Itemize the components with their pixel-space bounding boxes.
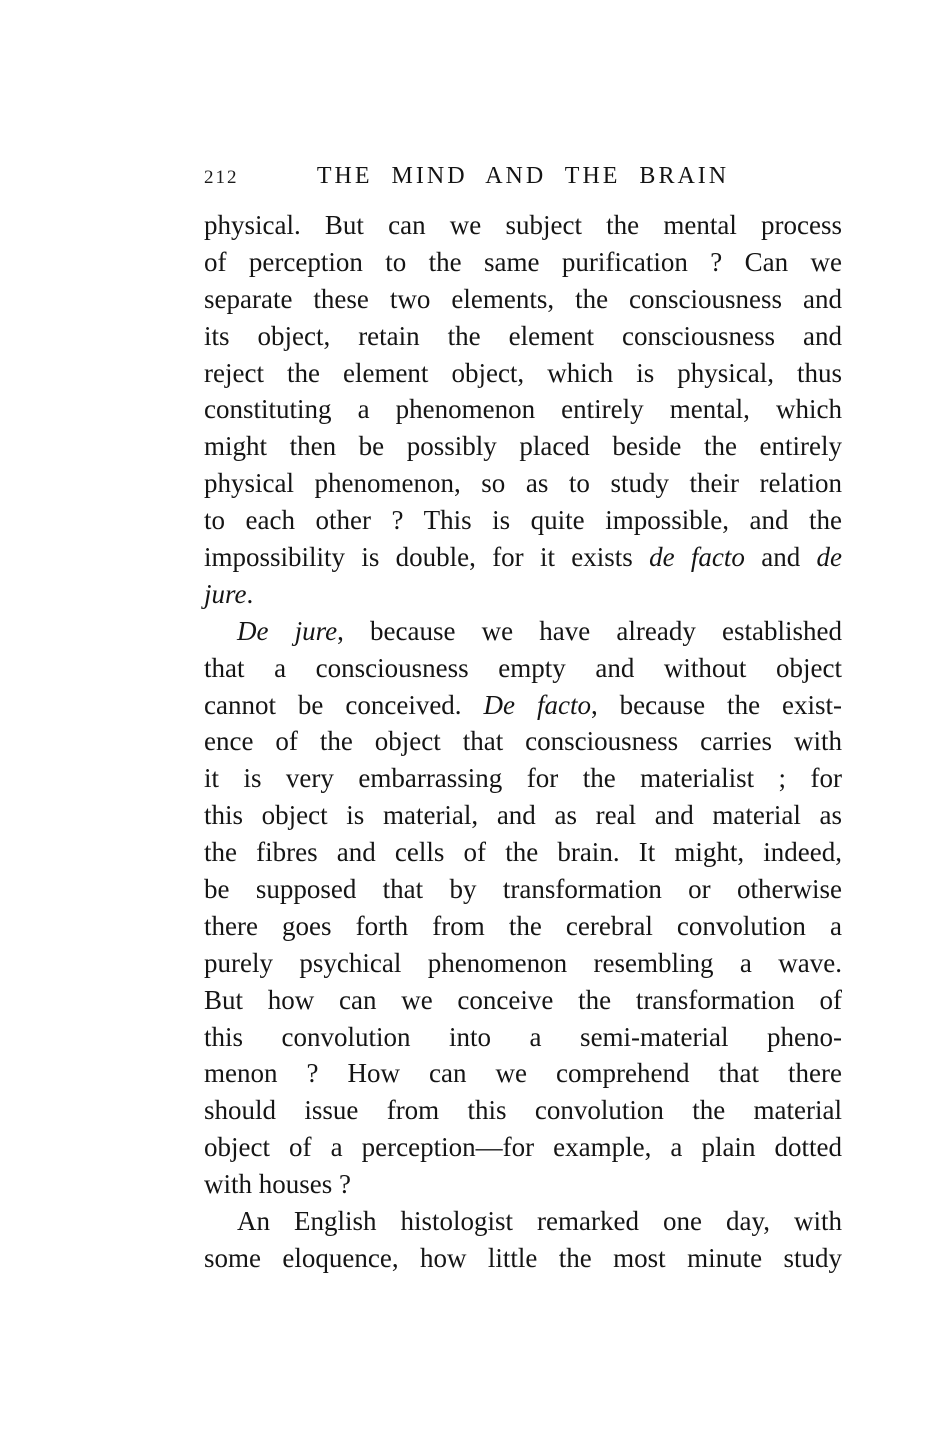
page-number: 212 (204, 167, 239, 188)
text-segment: But how can we conceive the transformation of (204, 984, 842, 1015)
text-line (204, 687, 842, 724)
running-title: THE MIND AND THE BRAIN (316, 163, 730, 189)
text-segment: should issue from this convolution the material (204, 1095, 842, 1126)
text-segment: An English histologist remarked one day, with (237, 1206, 842, 1237)
text-segment: impossibility is double, for it exists (204, 542, 650, 573)
text-line (204, 539, 842, 576)
text-segment: the fibres and cells of the brain. It might, indeed, (204, 837, 842, 868)
text-line (204, 207, 842, 244)
text-line (204, 982, 842, 1019)
text-line (204, 1166, 842, 1203)
text-segment: physical. But can we subject the mental process (204, 210, 842, 240)
text-segment: cannot be conceived. (204, 689, 484, 720)
text-line (204, 1055, 842, 1092)
text-line (204, 428, 842, 465)
text-segment: and (744, 542, 817, 573)
italic-text-segment: De jure (237, 615, 338, 646)
text-line (204, 576, 842, 613)
text-line (204, 797, 842, 834)
text-segment: with houses ? (204, 1169, 351, 1200)
text-segment: , because the exist- (590, 689, 842, 720)
text-line (204, 945, 842, 982)
text-line (204, 834, 842, 871)
text-line (204, 650, 842, 687)
text-segment: reject the element object, which is physical, thus (204, 357, 842, 388)
text-segment: some eloquence, how little the most minute study (204, 1242, 842, 1273)
text-line (204, 502, 842, 539)
text-line (204, 1240, 842, 1277)
text-segment: menon ? How can we comprehend that there (204, 1058, 842, 1089)
text-line (204, 465, 842, 502)
italic-text-segment: de (816, 542, 842, 573)
text-segment: constituting a phenomenon entirely mental, which (204, 394, 842, 425)
text-line (204, 1203, 842, 1240)
text-line (204, 318, 842, 355)
text-segment: that a consciousness empty and without object (204, 652, 842, 683)
text-line (204, 1129, 842, 1166)
text-segment: it is very embarrassing for the materialist ; for (204, 763, 842, 794)
italic-text-segment: jure (204, 578, 247, 609)
text-line (204, 613, 842, 650)
text-segment: ence of the object that consciousness carries with (204, 726, 842, 757)
text-segment: object of a perception—for example, a plain dotted (204, 1132, 842, 1163)
text-segment: be supposed that by transformation or otherwise (204, 874, 842, 905)
text-segment: there goes forth from the cerebral convolution a (204, 910, 842, 941)
italic-text-segment: de facto (649, 542, 745, 573)
text-segment: . (246, 578, 254, 609)
text-segment: physical phenomenon, so as to study their relation (204, 468, 842, 499)
text-segment: this convolution into a semi-material pheno- (204, 1021, 842, 1052)
text-line (204, 281, 842, 318)
text-segment: purely psychical phenomenon resembling a wave. (204, 947, 842, 978)
text-line (204, 1092, 842, 1129)
text-block (204, 207, 842, 1277)
text-line (204, 723, 842, 760)
text-segment: , because we have already established (337, 615, 842, 646)
text-line (204, 355, 842, 392)
text-line (204, 244, 842, 281)
text-line (204, 760, 842, 797)
text-line (204, 391, 842, 428)
text-segment: to each other ? This is quite impossible, and the (204, 505, 842, 536)
page-header (204, 163, 842, 193)
text-line (204, 908, 842, 945)
text-segment: might then be possibly placed beside the entirely (204, 431, 842, 462)
text-segment: of perception to the same purification ? Can we (204, 246, 842, 277)
text-line (204, 871, 842, 908)
italic-text-segment: De facto (483, 689, 591, 720)
text-segment: this object is material, and as real and material as (204, 800, 842, 831)
text-segment: separate these two elements, the consciousness and (204, 283, 842, 314)
text-line (204, 1019, 842, 1056)
text-segment: its object, retain the element consciousness and (204, 320, 842, 351)
